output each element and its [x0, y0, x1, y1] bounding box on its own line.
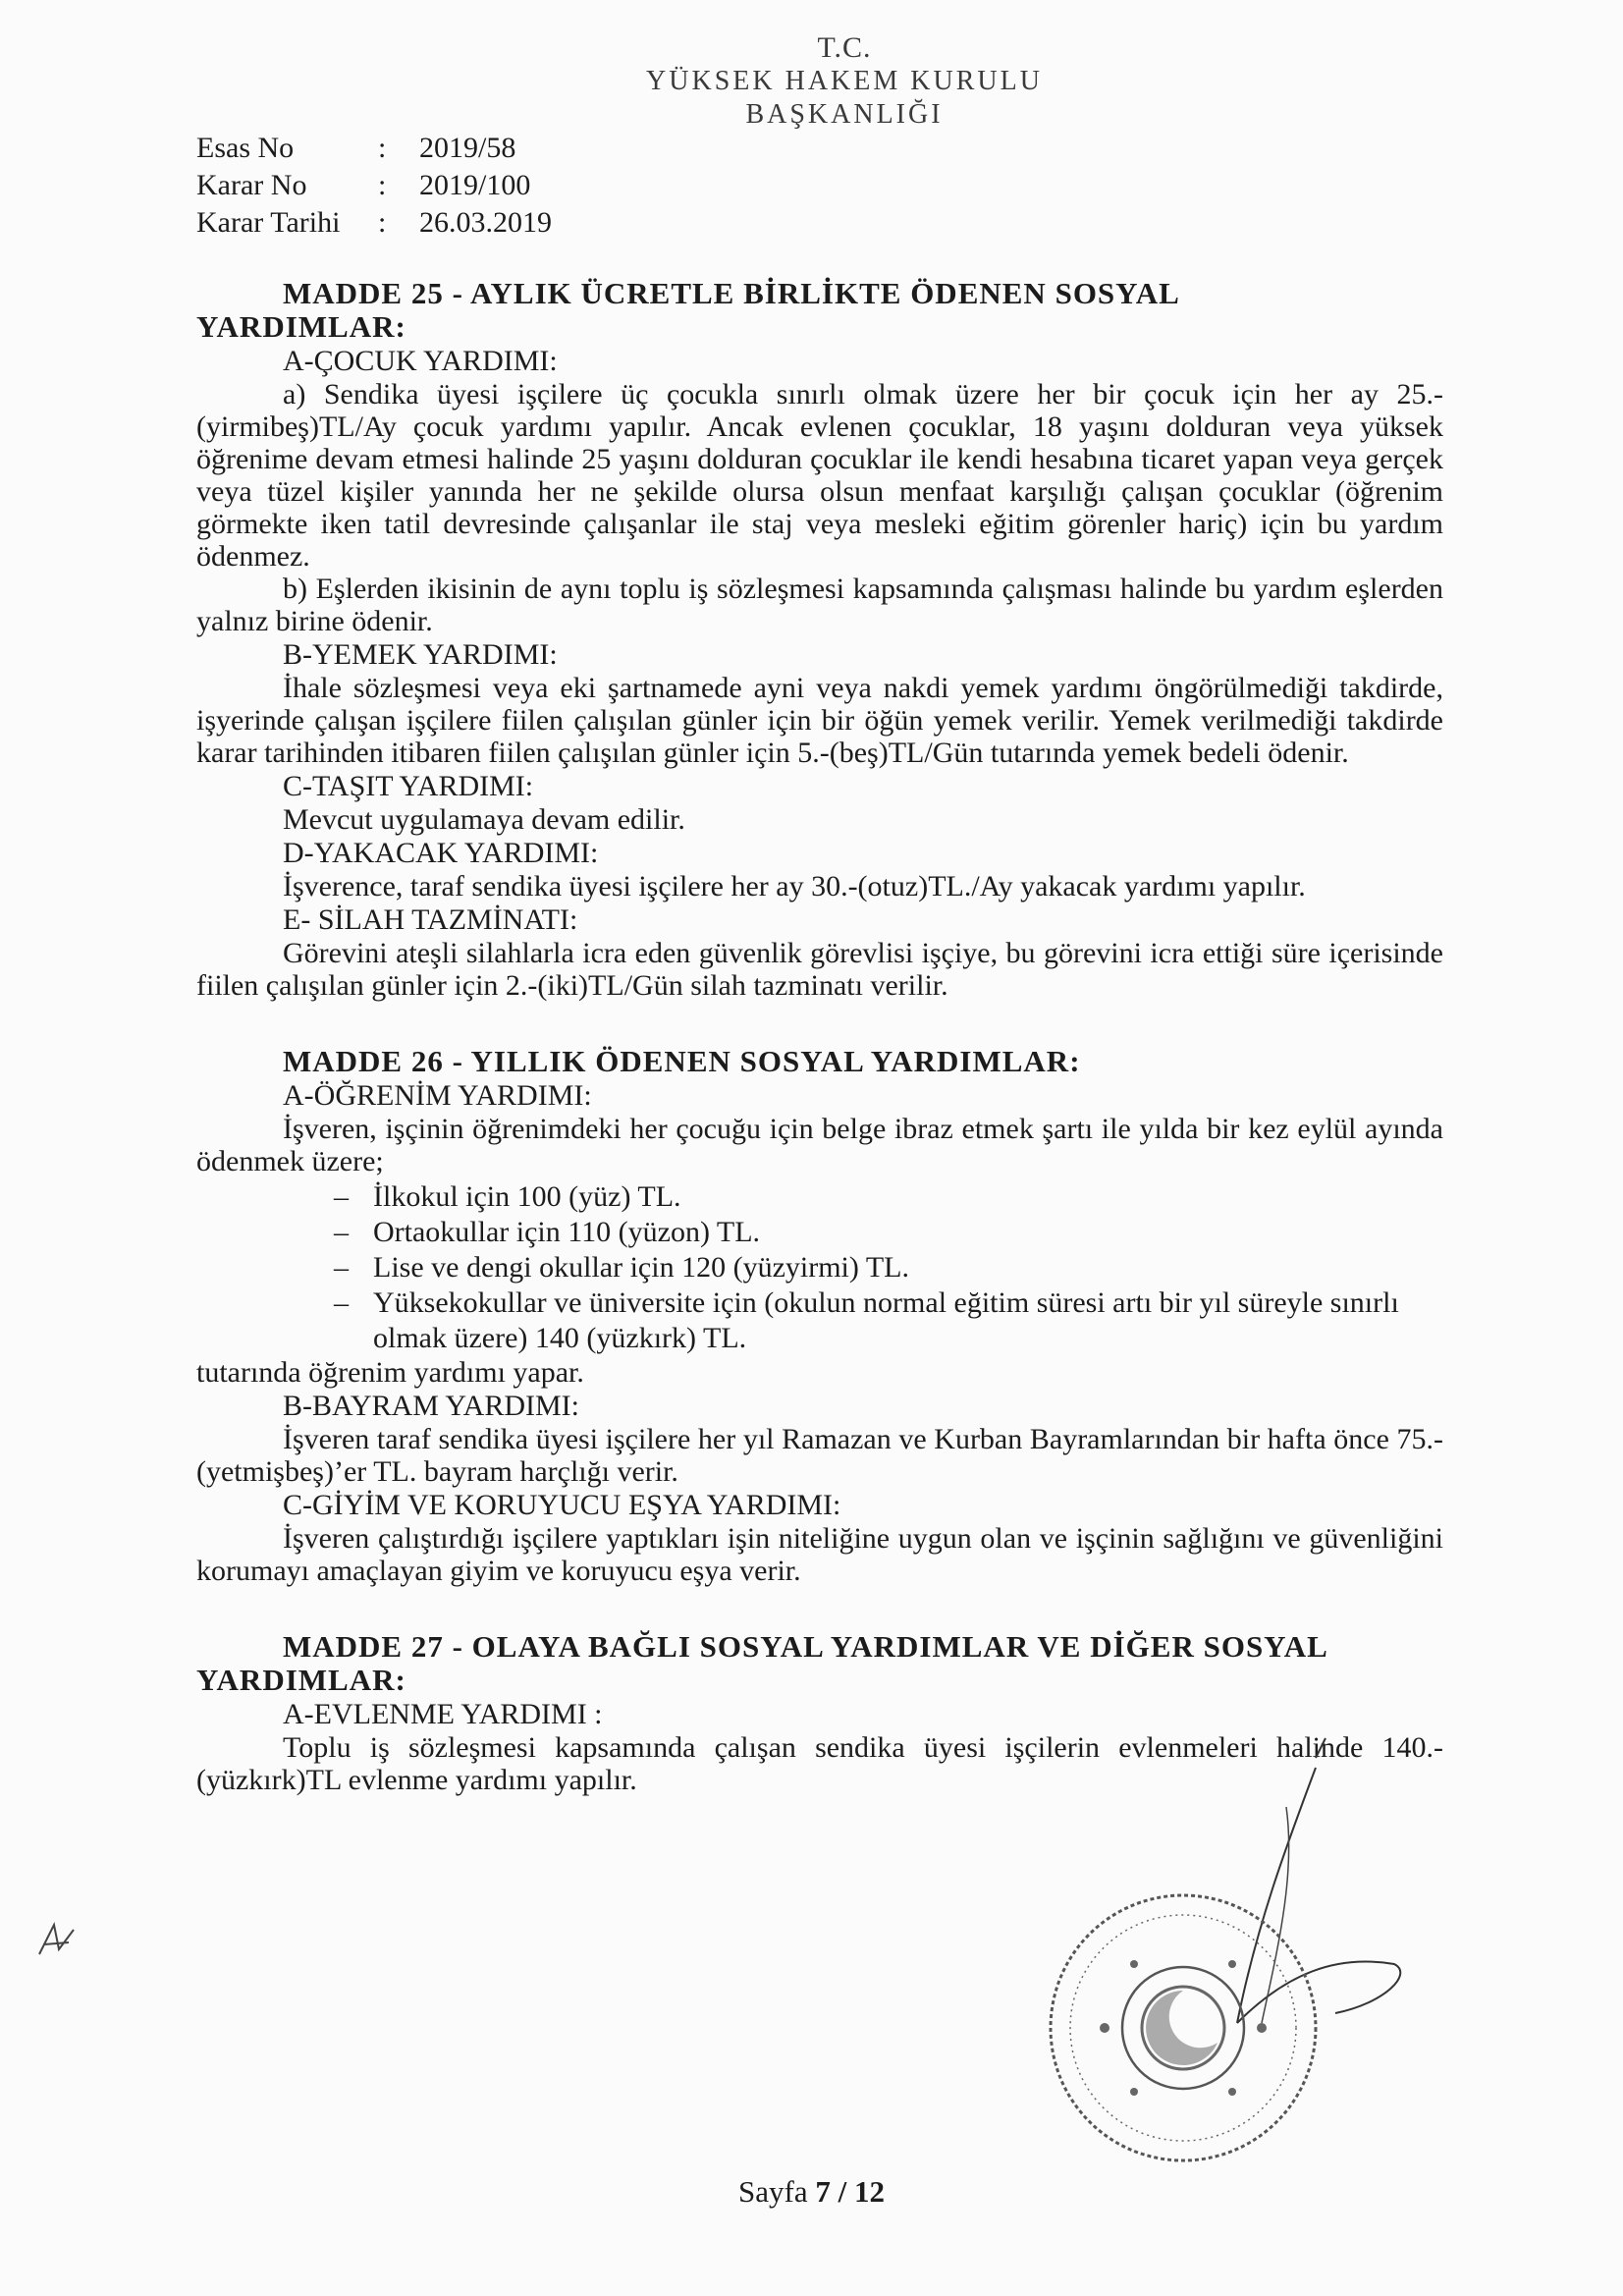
case-meta [196, 130, 552, 242]
list-item-text: Ortaokullar için 110 (yüzon) TL. [373, 1216, 761, 1248]
section-heading: D-YAKACAK YARDIMI: [283, 837, 599, 869]
page-number: 7 / 12 [815, 2174, 885, 2209]
section-heading: A-ÖĞRENİM YARDIMI: [283, 1079, 592, 1112]
article-27-title [196, 1630, 1443, 1697]
paragraph: Görevini ateşli silahlarla icra eden güvenlik görevlisi işçiye, bu görevini icra ettiği süre içerisinde fiilen çalışılan günler için 2.-(iki)TL/Gün silah tazminatı verilir. [196, 937, 1443, 1002]
meta-label: Karar No [196, 169, 307, 201]
list-item [196, 1179, 1443, 1215]
article-title-line: YARDIMLAR: [196, 1663, 406, 1697]
paragraph: b) Eşlerden ikisinin de aynı toplu iş sözleşmesi kapsamında çalışması halinde bu yardım eşlerden yalnız birine ödenir. [196, 573, 1443, 637]
header-line-2: YÜKSEK HAKEM KURULU [646, 66, 1043, 96]
meta-label: Esas No [196, 132, 295, 164]
article-25-title [196, 277, 1443, 344]
list-item-text: İlkokul için 100 (yüz) TL. [373, 1180, 681, 1213]
document-body [196, 277, 1443, 1796]
list-item [196, 1250, 1443, 1285]
meta-esas [196, 130, 552, 167]
article-26-title [196, 1045, 1443, 1078]
dash-marker: – [334, 1180, 349, 1213]
paragraph: İhale sözleşmesi veya eki şartnamede ayni veya nakdi yemek yardımı öngörülmediği takdirde, işyerinde çalışan işçilere fiilen çalışılan günler için bir öğün yemek verilir. Yemek verilmediği takdirde karar tarihinden itibaren fiilen çalışılan günler için 5.-(beş)TL/Gün tutarında yemek bedeli ödenir. [196, 672, 1443, 769]
paragraph: Toplu iş sözleşmesi kapsamında çalışan sendika üyesi işçilerin evlenmeleri halinde 140.-(yüzkırk)TL evlenme yardımı yapılır. [196, 1731, 1443, 1796]
article-title-line: MADDE 26 - YILLIK ÖDENEN SOSYAL YARDIMLAR: [283, 1044, 1081, 1078]
article-title-line: YARDIMLAR: [196, 309, 406, 344]
section-heading: A-ÇOCUK YARDIMI: [283, 345, 558, 377]
meta-value: 26.03.2019 [419, 206, 552, 239]
section-heading: A-EVLENME YARDIMI : [283, 1698, 603, 1730]
meta-value: 2019/100 [419, 169, 531, 201]
list-item [196, 1285, 1443, 1356]
meta-label: Karar Tarihi [196, 206, 341, 239]
section-heading: B-BAYRAM YARDIMI: [283, 1390, 579, 1422]
article-title-line: MADDE 27 - OLAYA BAĞLI SOSYAL YARDIMLAR VE DİĞER SOSYAL [283, 1629, 1328, 1664]
paragraph: Mevcut uygulamaya devam edilir. [283, 803, 685, 836]
education-aid-list [196, 1179, 1443, 1356]
meta-colon: : [378, 206, 387, 239]
paragraph: İşveren, işçinin öğrenimdeki her çocuğu için belge ibraz etmek şartı ile yılda bir kez eylül ayında ödenmek üzere; [196, 1113, 1443, 1177]
meta-karar [196, 167, 552, 204]
meta-colon: : [378, 169, 387, 201]
meta-colon: : [378, 132, 387, 164]
section-heading: C-TAŞIT YARDIMI: [283, 770, 534, 802]
list-item [196, 1215, 1443, 1250]
paragraph: a) Sendika üyesi işçilere üç çocukla sınırlı olmak üzere her bir çocuk için her ay 25.-(yirmibeş)TL/Ay çocuk yardımı yapılır. Ancak evlenen çocuklar, 18 yaşını dolduran veya yüksek öğrenime devam etmesi halinde 25 yaşını dolduran çocuklar ile kendi hesabına ticaret yapan veya gerçek veya tüzel kişiler yanında her ne şekilde olursa olsun menfaat karşılığı çalışan çocuklar (öğrenim görmekte iken tatil devresinde çalışanlar ile staj veya mesleki eğitim görenler hariç) için bu yardım ödenmez. [196, 378, 1443, 573]
dash-marker: – [334, 1286, 349, 1319]
header-line-1: T.C. [817, 31, 872, 64]
paragraph: tutarında öğrenim yardımı yapar. [196, 1356, 584, 1389]
meta-tarih [196, 204, 552, 242]
paragraph: İşverence, taraf sendika üyesi işçilere her ay 30.-(otuz)TL./Ay yakacak yardımı yapılır. [283, 870, 1306, 902]
header-line-3: BAŞKANLIĞI [745, 99, 944, 130]
paragraph: İşveren taraf sendika üyesi işçilere her yıl Ramazan ve Kurban Bayramlarından bir hafta önce 75.-(yetmişbeş)’er TL. bayram harçlığı verir. [196, 1423, 1443, 1488]
dash-marker: – [334, 1216, 349, 1248]
margin-initial-icon [29, 1915, 79, 1964]
list-item-text: Yüksekokullar ve üniversite için (okulun normal eğitim süresi artı bir yıl süreyle sınırlı olmak üzere) 140 (yüzkırk) TL. [373, 1286, 1399, 1354]
dash-marker: – [334, 1251, 349, 1284]
section-heading: E- SİLAH TAZMİNATI: [283, 903, 578, 936]
paragraph: İşveren çalıştırdığı işçilere yaptıkları işin niteliğine uygun olan ve işçinin sağlığını ve güvenliğini korumayı amaçlayan giyim ve koruyucu eşya verir. [196, 1522, 1443, 1587]
list-item-text: Lise ve dengi okullar için 120 (yüzyirmi) TL. [373, 1251, 909, 1284]
official-seal-icon [1036, 1881, 1330, 2175]
section-heading: B-YEMEK YARDIMI: [283, 638, 558, 671]
page-footer [0, 2174, 1623, 2210]
meta-value: 2019/58 [419, 132, 516, 164]
issuer-header [550, 31, 1139, 132]
article-title-line: MADDE 25 - AYLIK ÜCRETLE BİRLİKTE ÖDENEN SOSYAL [283, 276, 1180, 310]
section-heading: C-GİYİM VE KORUYUCU EŞYA YARDIMI: [283, 1489, 841, 1521]
page-label: Sayfa [738, 2174, 816, 2209]
